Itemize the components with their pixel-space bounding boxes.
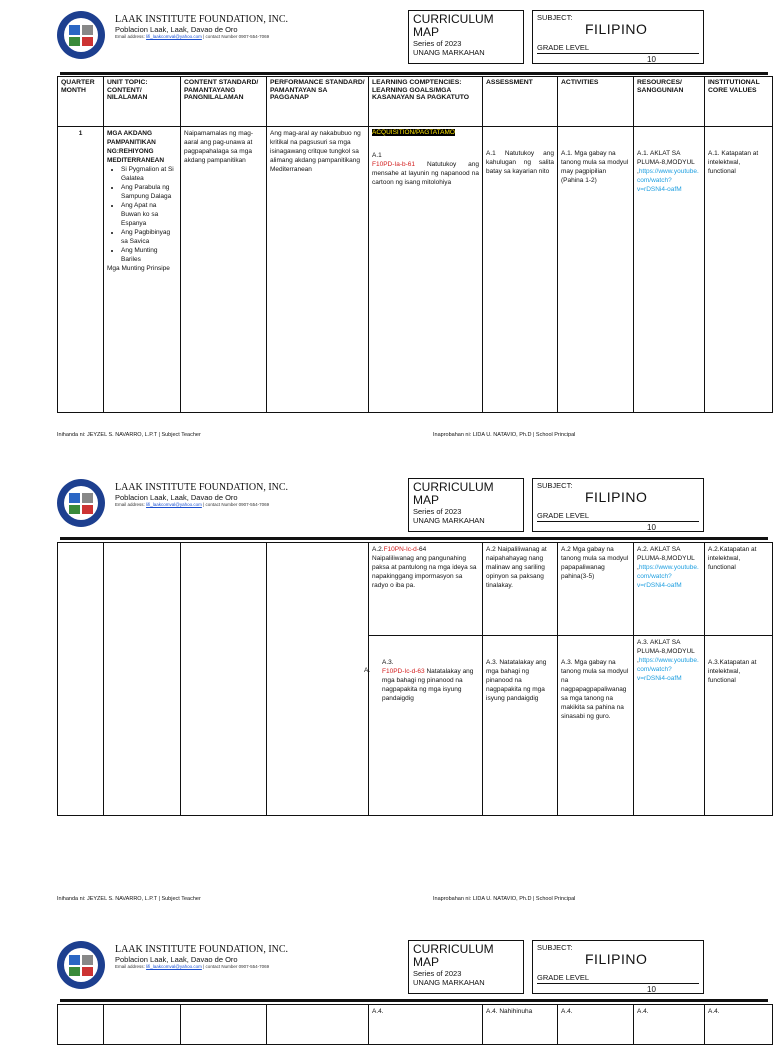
- institution-name: LAAK INSTITUTE FOUNDATION, INC.: [115, 944, 289, 955]
- assessment-cell: A.2 Naipaliliwanag at naipahahayag nang malinaw ang sariling opinyon sa paksang tinalakay.: [483, 543, 558, 636]
- list-item: • Ang Apat na Buwan ko sa Espanya: [121, 201, 177, 228]
- institution-contact: [115, 502, 288, 508]
- quarter-label: UNANG MARKAHAN: [413, 48, 485, 57]
- core-values-cell: A.1. Katapatan at intelektwal, functional: [705, 127, 773, 413]
- competency-description: Natatalakay ang mga bahagi ng pinanood na nagpapakita ng mga isyung pandaigdig: [382, 668, 474, 702]
- curriculum-map-box: [408, 478, 524, 532]
- list-item: • Ang Parabula ng Sampung Dalaga: [121, 183, 177, 201]
- resources-cell: A.4.: [634, 1005, 705, 1045]
- competency-cell: A.4.: [369, 1005, 483, 1045]
- subject-box: [532, 478, 704, 532]
- core-values-cell: A.4.: [705, 1005, 773, 1045]
- header-rule: [60, 999, 768, 1002]
- prepared-by: Inihanda ni: JEYZEL S. NAVARRO, L.P.T | Subject Teacher: [57, 896, 201, 902]
- curriculum-table: [57, 542, 773, 816]
- email-link[interactable]: lifi_laakcomval@yahoo.com: [146, 34, 202, 39]
- col-header-content-standard: CONTENT STANDARD/ PAMANTAYANG PANGNILALAMAN: [181, 77, 267, 127]
- content-standard-cell: [181, 543, 267, 816]
- competency-number: A.2.: [372, 546, 384, 553]
- activity-cell: A.1. Mga gabay na tanong mula sa modyul may pagpipilian (Pahina 1-2): [558, 127, 634, 413]
- competency-description: Naipaliliwanag ang pangunahing paksa at pantulong na mga ideya sa napakinggang impormasyon sa radyo o iba pa.: [372, 555, 477, 589]
- page-1: [0, 0, 768, 440]
- grade-value: 10: [647, 985, 656, 994]
- curriculum-map-title: CURRICULUM MAP: [413, 942, 494, 969]
- col-header-topic: UNIT TOPIC: CONTENT/ NILALAMAN: [104, 77, 181, 127]
- col-header-competencies: LEARNING COMPTENCIES: LEARNING GOALS/MGA KASANAYAN SA PAGKATUTO: [369, 77, 483, 127]
- subject-name: FILIPINO: [585, 489, 648, 505]
- competency-number: A.3.: [382, 659, 394, 666]
- prepared-by: Inihanda ni: JEYZEL S. NAVARRO, L.P.T | Subject Teacher: [57, 432, 201, 438]
- competency-code-suffix: 64: [418, 546, 427, 553]
- list-item: • Ang Munting Bariles: [121, 246, 177, 264]
- competency-cell: [364, 636, 483, 816]
- grade-label: GRADE LEVEL: [537, 973, 590, 982]
- series-label: Series of 2023: [413, 507, 462, 516]
- institution-address: Poblacion Laak, Laak, Davao de Oro: [115, 955, 238, 964]
- col-header-quarter: QUARTER MONTH: [58, 77, 104, 127]
- grade-value: 10: [647, 523, 656, 532]
- grade-divider: [537, 983, 699, 984]
- institution-name: LAAK INSTITUTE FOUNDATION, INC.: [115, 14, 289, 25]
- institution-name: LAAK INSTITUTE FOUNDATION, INC.: [115, 482, 289, 493]
- topic-cell: [104, 127, 181, 413]
- email-label: Email address:: [115, 964, 145, 969]
- core-values-cell: A.3.Katapatan at intelektwal, functional: [705, 636, 773, 816]
- email-link[interactable]: lifi_laakcomval@yahoo.com: [146, 964, 202, 969]
- competency-text: [382, 667, 479, 703]
- topic-list: [107, 165, 177, 264]
- resource-text: A.2. AKLAT SA PLUMA-8,MODYUL ,: [637, 546, 695, 571]
- assessment-cell: A.3. Natatalakay ang mga bahagi ng pinanood na nagpapakita ng mga isyung pandaigdig: [483, 636, 558, 816]
- email-label: Email address:: [115, 502, 145, 507]
- institution-contact: [115, 34, 288, 40]
- competency-cell: [369, 127, 483, 413]
- list-item: • Ang Pagbibinyag sa Savica: [121, 228, 177, 246]
- header-rule: [60, 72, 768, 75]
- curriculum-map-title: CURRICULUM MAP: [413, 12, 494, 39]
- approved-by: Inaprobahan ni: LIDA U. NATAVIO, Ph.D | School Principal: [433, 432, 576, 438]
- contact-number: | contact Number 0907-554-7069: [203, 34, 270, 39]
- competency-code: F10PD-Ic-d-63: [382, 668, 425, 675]
- col-header-performance-standard: PERFORMANCE STANDARD/ PAMANTAYAN SA PAGGANAP: [267, 77, 369, 127]
- school-seal-logo: [56, 940, 106, 990]
- institution-block: [115, 482, 288, 508]
- series-label: Series of 2023: [413, 39, 462, 48]
- topic-title: MGA AKDANG PAMPANITIKAN NG:REHIYONG MEDITERRANEAN: [107, 130, 165, 164]
- resources-cell: [634, 636, 705, 816]
- resource-link[interactable]: https://www.youtube.com/watch?v=rDSNi4-oafM: [637, 168, 699, 193]
- email-link[interactable]: lifi_laakcomval@yahoo.com: [146, 502, 202, 507]
- grade-divider: [537, 53, 699, 54]
- performance-standard-cell: [267, 1005, 369, 1045]
- competency-text: [372, 160, 479, 187]
- competency-cell: [369, 543, 483, 636]
- quarter-label: UNANG MARKAHAN: [413, 978, 485, 987]
- quarter-cell: 1: [58, 127, 104, 413]
- page-2: [0, 478, 768, 908]
- institution-address: Poblacion Laak, Laak, Davao de Oro: [115, 25, 238, 34]
- subject-box: [532, 10, 704, 64]
- header-rule: [60, 537, 768, 540]
- curriculum-map-box: [408, 10, 524, 64]
- content-standard-cell: Naipamamalas ng mag-aaral ang pag-unawa at pagpapahalaga sa mga akdang pampanitikan: [181, 127, 267, 413]
- table-row: [58, 543, 773, 636]
- institution-block: [115, 944, 288, 970]
- grade-divider: [537, 521, 699, 522]
- topic-cell: [104, 1005, 181, 1045]
- subject-label: SUBJECT:: [537, 943, 573, 952]
- resource-link[interactable]: https://www.youtube.com/watch?v=rDSNi4-oafM: [637, 564, 699, 589]
- table-row: [58, 1005, 773, 1045]
- core-values-cell: A.2.Katapatan at intelektwal, functional: [705, 543, 773, 636]
- curriculum-table: [57, 1004, 773, 1045]
- approved-by: Inaprobahan ni: LIDA U. NATAVIO, Ph.D | School Principal: [433, 896, 576, 902]
- subject-box: [532, 940, 704, 994]
- topic-cell: [104, 543, 181, 816]
- table-row: [58, 127, 773, 413]
- activity-cell: A.4.: [558, 1005, 634, 1045]
- contact-number: | contact Number 0907-554-7069: [203, 964, 270, 969]
- col-header-core-values: INSTITUTIONAL CORE VALUES: [705, 77, 773, 127]
- grade-value: 10: [647, 55, 656, 64]
- activity-cell: A.3. Mga gabay na tanong mula sa modyul na nagpapagpapaliwanag sa mga tanong na makikita sa pahina na sinasabi ng guro.: [558, 636, 634, 816]
- resource-text: A.1. AKLAT SA PLUMA-8,MODYUL ,: [637, 150, 695, 175]
- grade-label: GRADE LEVEL: [537, 511, 590, 520]
- grade-label: GRADE LEVEL: [537, 43, 590, 52]
- institution-contact: [115, 964, 288, 970]
- item-marker: A.: [364, 667, 371, 674]
- institution-address: Poblacion Laak, Laak, Davao de Oro: [115, 493, 238, 502]
- table-header-row: [58, 77, 773, 127]
- quarter-label: UNANG MARKAHAN: [413, 516, 485, 525]
- col-header-activities: ACTIVITIES: [558, 77, 634, 127]
- competency-code: F10PN-Ic-d-: [383, 546, 419, 553]
- resources-cell: [634, 127, 705, 413]
- page-3: [0, 940, 768, 1024]
- subject-name: FILIPINO: [585, 951, 648, 967]
- contact-number: | contact Number 0907-554-7069: [203, 502, 270, 507]
- subject-label: SUBJECT:: [537, 13, 573, 22]
- content-standard-cell: [181, 1005, 267, 1045]
- topic-extra: Mga Munting Prinsipe: [107, 265, 170, 272]
- performance-standard-cell: [267, 543, 369, 816]
- competency-description: Natutukoy ang mensahe at layunin ng napanood na cartoon ng isang mitolohiya: [372, 161, 480, 186]
- list-item: • Si Pygmalion at Si Galatea: [121, 165, 177, 183]
- competency-code: F10PD-Ia-b-61: [372, 161, 415, 168]
- assessment-cell: A.1 Natutukoy ang kahulugan ng salita batay sa kayarian nito: [483, 127, 558, 413]
- col-header-resources: RESOURCES/ SANGGUNIAN: [634, 77, 705, 127]
- curriculum-map-title: CURRICULUM MAP: [413, 480, 494, 507]
- institution-block: [115, 14, 288, 40]
- resource-link[interactable]: https://www.youtube.com/watch?v=rDSNi4-oafM: [637, 657, 699, 682]
- quarter-cell: [58, 543, 104, 816]
- curriculum-table: [57, 76, 773, 413]
- email-label: Email address:: [115, 34, 145, 39]
- school-seal-logo: [56, 478, 106, 528]
- school-seal-logo: [56, 10, 106, 60]
- series-label: Series of 2023: [413, 969, 462, 978]
- col-header-assessment: ASSESSMENT: [483, 77, 558, 127]
- acquisition-label: ACQUISITION/PAGTATAMO: [372, 129, 455, 136]
- competency-number: A.1: [372, 152, 382, 159]
- activity-cell: A.2 Mga gabay na tanong mula sa modyul papapaliwanag pahina(3-5): [558, 543, 634, 636]
- resources-cell: [634, 543, 705, 636]
- competency-number-code: [372, 545, 479, 554]
- subject-label: SUBJECT:: [537, 481, 573, 490]
- subject-name: FILIPINO: [585, 21, 648, 37]
- performance-standard-cell: Ang mag-aral ay nakabubuo ng kritikal na pagsusuri sa mga isinagawang critque tungkol sa alimang akdang pampanitikang Mediterranean: [267, 127, 369, 413]
- curriculum-map-box: [408, 940, 524, 994]
- quarter-cell: [58, 1005, 104, 1045]
- resource-text: A.3. AKLAT SA PLUMA-8,MODYUL ,: [637, 639, 695, 664]
- assessment-cell: A.4. Nahihinuha: [483, 1005, 558, 1045]
